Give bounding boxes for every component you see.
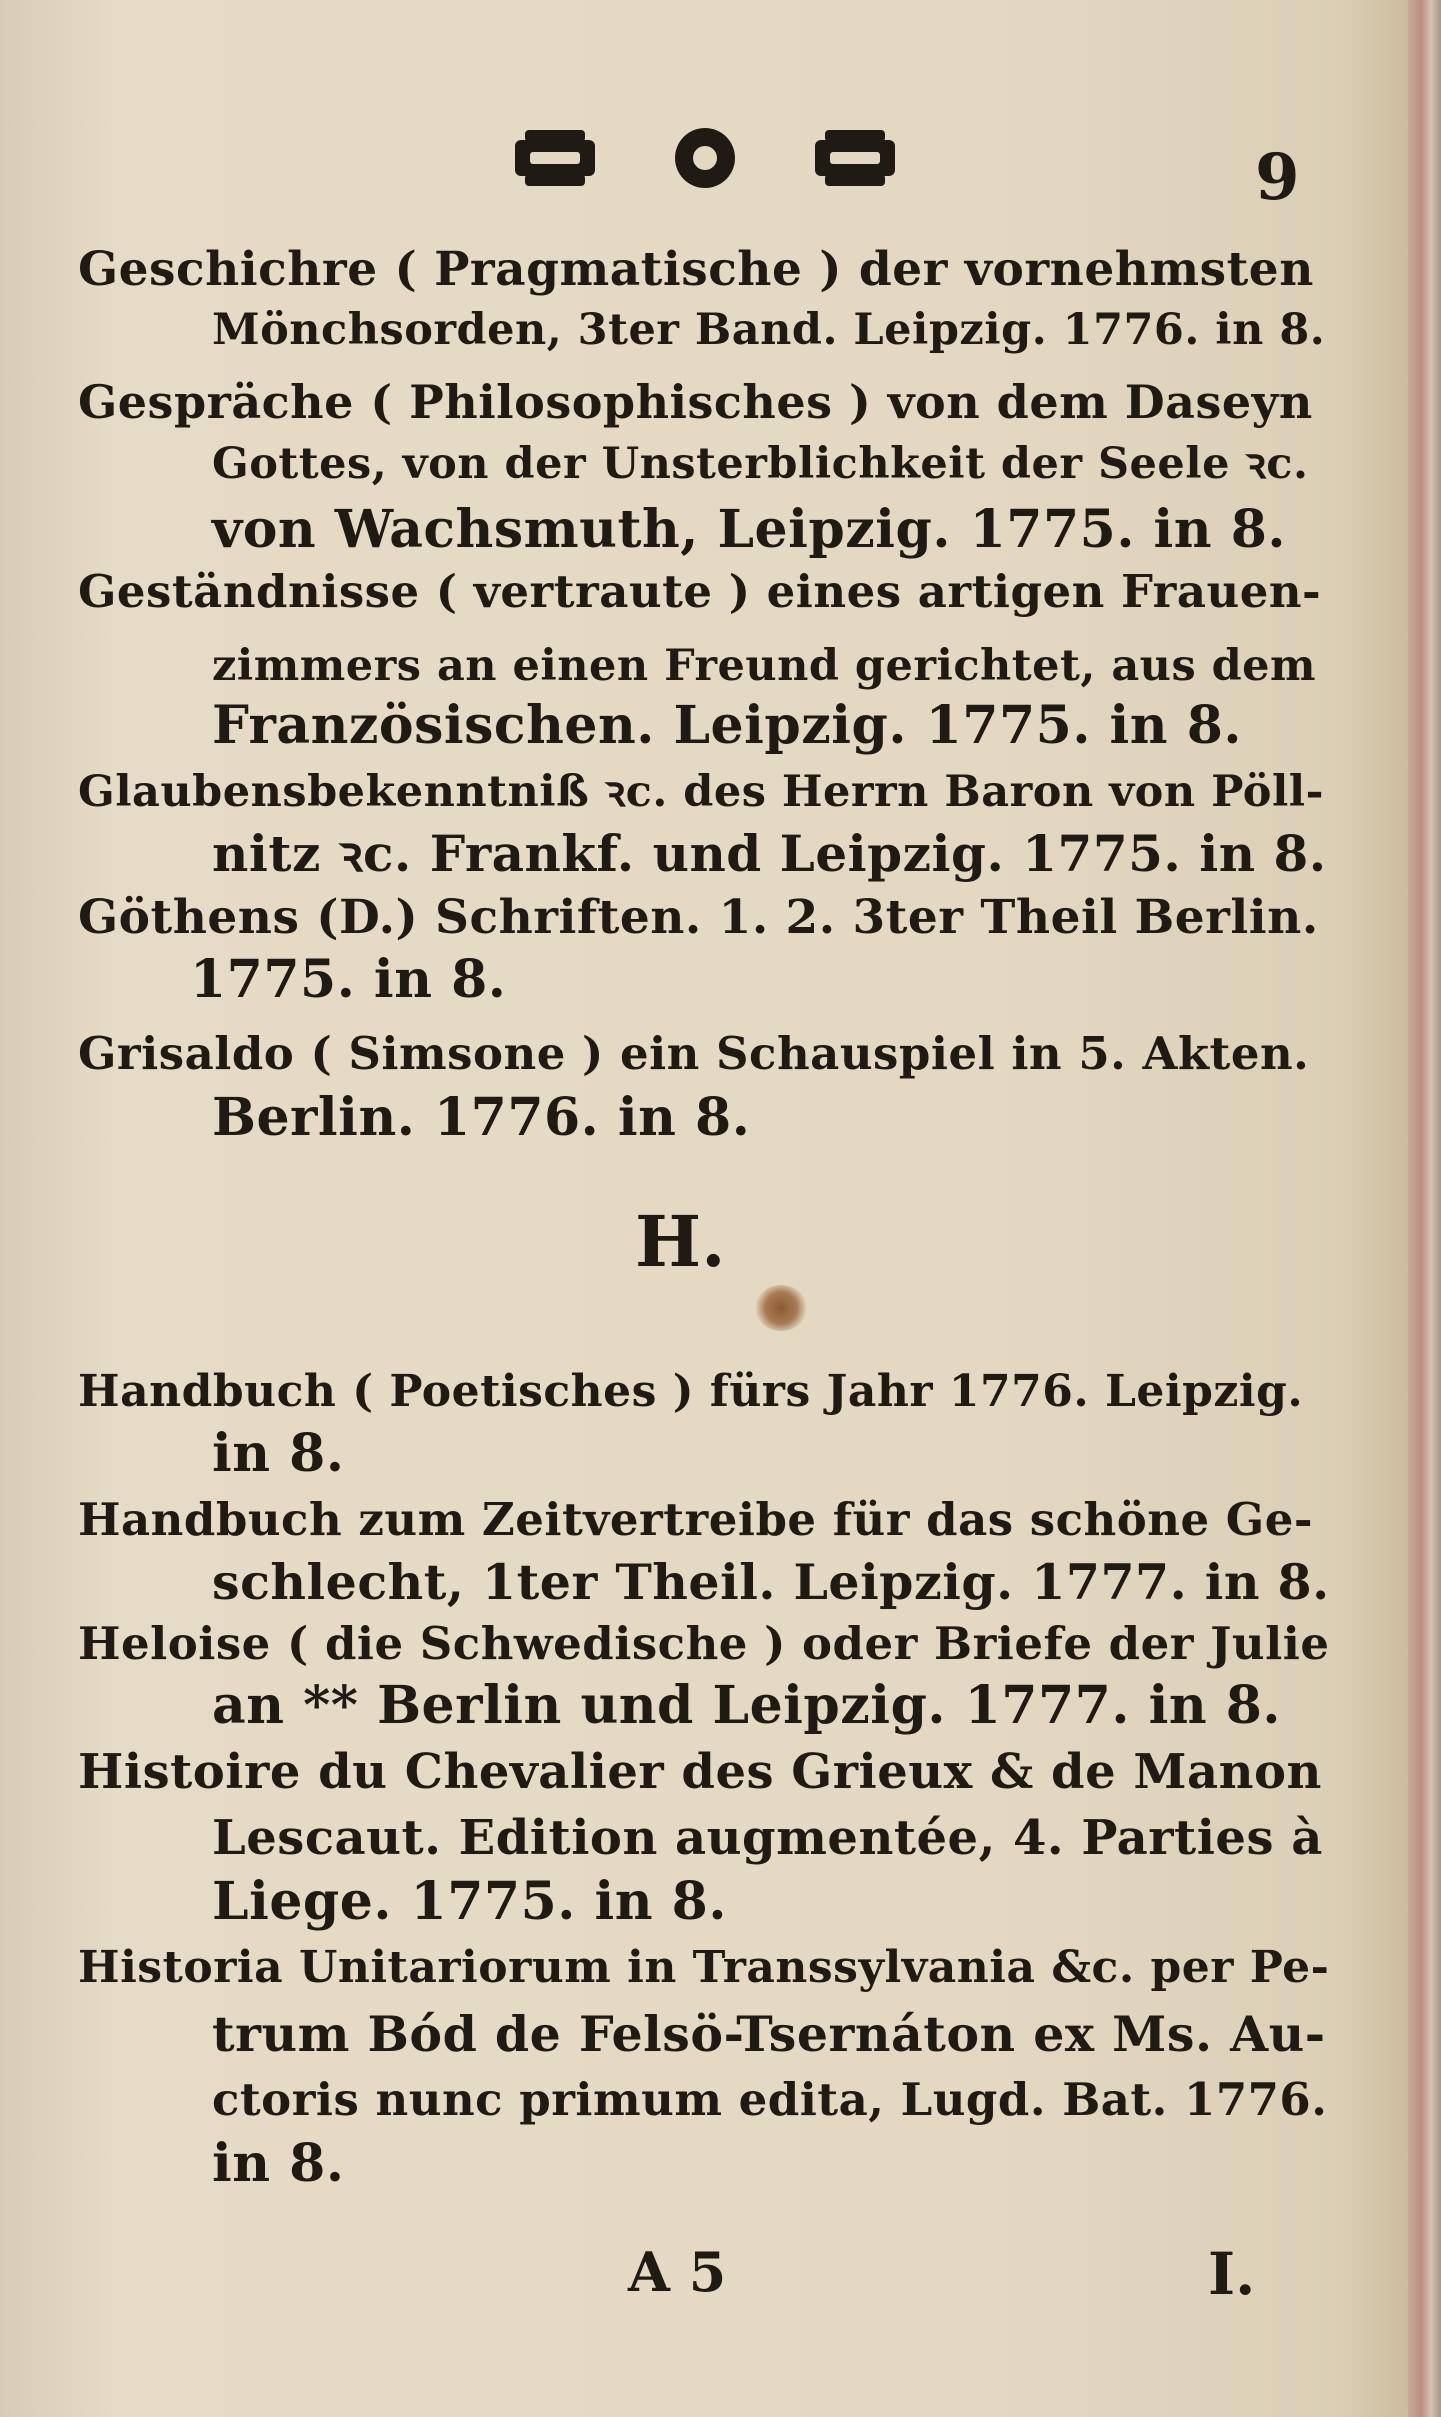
entry-line: Historia Unitariorum in Transsylvania &c. per Pe- [78, 1942, 1330, 1993]
entry-line: Gottes, von der Unsterblichkeit der Seele ꝛc. [212, 439, 1309, 489]
stain [755, 1285, 807, 1331]
entry-line: nitz ꝛc. Frankf. und Leipzig. 1775. in 8. [212, 824, 1327, 883]
entry-line: schlecht, 1ter Theil. Leipzig. 1777. in 8. [212, 1553, 1330, 1611]
entry-line: Grisaldo ( Simsone ) ein Schauspiel in 5. Akten. [78, 1027, 1310, 1080]
entry-line: Geschichre ( Pragmatische ) der vornehmsten [78, 242, 1314, 297]
entry-line: Handbuch ( Poetisches ) fürs Jahr 1776. Leipzig. [78, 1366, 1304, 1417]
entry-line: trum Bód de Felsö-Tsernáton ex Ms. Au- [212, 2005, 1326, 2063]
entry-line: Göthens (D.) Schriften. 1. 2. 3ter Theil Berlin. [78, 890, 1319, 945]
entry-line: zimmers an einen Freund gerichtet, aus dem [212, 641, 1317, 691]
entry-line: an ** Berlin und Leipzig. 1777. in 8. [212, 1675, 1282, 1736]
entry-line: von Wachsmuth, Leipzig. 1775. in 8. [212, 499, 1286, 560]
signature-mark: A 5 [628, 2240, 727, 2304]
entry-line: ctoris nunc primum edita, Lugd. Bat. 1776. [212, 2073, 1328, 2126]
page-number: 9 [1255, 140, 1300, 215]
entry-line: Liege. 1775. in 8. [212, 1871, 727, 1932]
entry-line: Lescaut. Edition augmentée, 4. Parties à [212, 1810, 1323, 1866]
entry-line: Histoire du Chevalier des Grieux & de Manon [78, 1744, 1322, 1800]
entry-line: Mönchsorden, 3ter Band. Leipzig. 1776. in 8. [212, 305, 1326, 355]
section-heading: H. [635, 1200, 726, 1283]
catchword: I. [1208, 2240, 1256, 2308]
page-edge [1408, 0, 1441, 2417]
entry-line: Heloise ( die Schwedische ) oder Briefe der Julie [78, 1617, 1330, 1670]
entry-line: in 8. [212, 2133, 345, 2194]
entry-line: Handbuch zum Zeitvertreibe für das schöne Ge- [78, 1493, 1313, 1546]
entry-line: Glaubensbekenntniß ꝛc. des Herrn Baron von Pöll- [78, 767, 1324, 817]
entry-line: Berlin. 1776. in 8. [212, 1087, 751, 1148]
entry-line: Gespräche ( Philosophisches ) von dem Daseyn [78, 375, 1313, 429]
entry-line: Französischen. Leipzig. 1775. in 8. [212, 695, 1242, 756]
entry-line: 1775. in 8. [190, 949, 507, 1010]
ornament-icon [510, 118, 900, 198]
entry-line: in 8. [212, 1423, 345, 1484]
entry-line: Geständnisse ( vertraute ) eines artigen Frauen- [78, 565, 1322, 618]
